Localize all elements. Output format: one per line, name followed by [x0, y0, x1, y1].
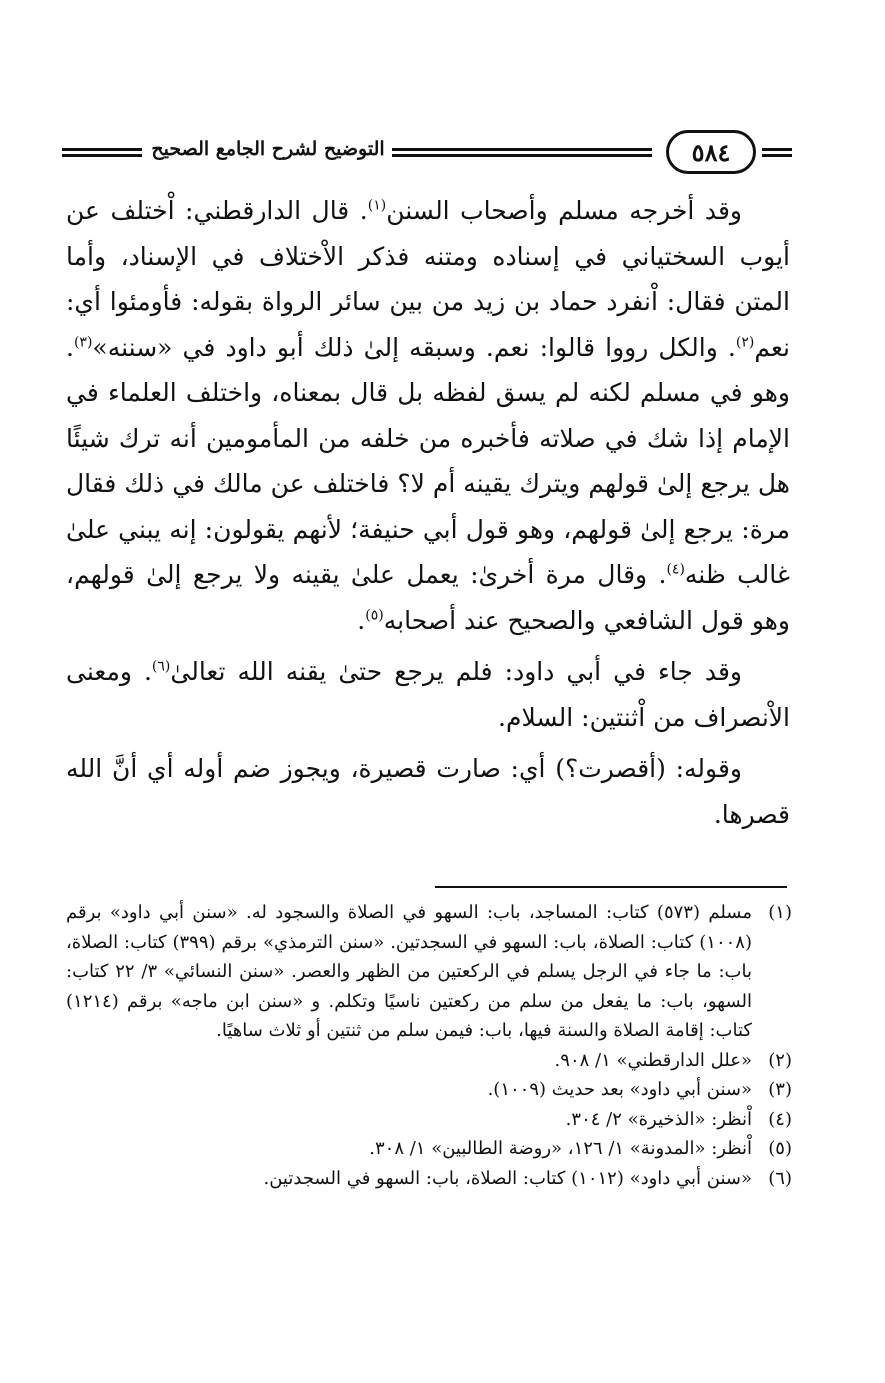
- footnote: [66, 1046, 792, 1076]
- footnote-number: (٦): [768, 1167, 792, 1189]
- footnote-number: (٤): [768, 1108, 792, 1130]
- text-segment: . والكل رووا قالوا: نعم. وسبقه إلىٰ ذلك أبو داود في «سننه»: [92, 332, 736, 362]
- footnote: [66, 898, 792, 1046]
- footnote: [66, 1134, 792, 1164]
- header-double-rule-left: [62, 148, 142, 157]
- paragraph: [66, 188, 790, 643]
- header-double-rule-right: [762, 148, 792, 157]
- paragraph: [66, 746, 790, 837]
- text-segment: . وقال مرة أخرىٰ: يعمل علىٰ يقينه ولا يرجع إلىٰ قولهم، وهو قول الشافعي والصحيح عند أصحابه: [66, 560, 790, 635]
- footnote-text: «سنن أبي داود» بعد حديث (١٠٠٩).: [487, 1079, 752, 1100]
- footnote-ref: (٦): [151, 658, 171, 675]
- running-header: [62, 126, 792, 184]
- header-double-rule-middle: [392, 148, 652, 157]
- footnote-ref: (٣): [73, 334, 93, 351]
- text-segment: . وهو في مسلم لكنه لم يسق لفظه بل قال بمعناه، واختلف العلماء في الإمام إذا شك في صلاته فأخبره من خلفه من المأمومين أنه ترك شيئًا هل يرجع إلىٰ قولهم ويترك يقينه أم لا؟ فاختلف عن مالك في ذلك فقال مرة: يرجع إلىٰ قولهم، وهو قول أبي حنيفة؛ لأنهم يقولون: إنه يبني علىٰ غالب ظنه: [66, 332, 790, 589]
- text-segment: وقد جاء في أبي داود: فلم يرجع حتىٰ يقنه الله تعالىٰ: [170, 657, 742, 686]
- footnote-number: (٣): [768, 1079, 792, 1100]
- footnote-ref: (٥): [365, 607, 384, 624]
- footnote-text: اْنظر: «الذخيرة» ٢/ ٣٠٤.: [565, 1108, 752, 1130]
- footnote-separator: [435, 886, 787, 888]
- text-segment: .: [357, 605, 366, 635]
- footnote-number: (٥): [768, 1138, 792, 1159]
- footnote-text: «سنن أبي داود» (١٠١٢) كتاب: الصلاة، باب: السهو في السجدتين.: [263, 1167, 752, 1189]
- footnote-text: اْنظر: «المدونة» ١/ ١٢٦، «روضة الطالبين» ١/ ٣٠٨.: [369, 1138, 752, 1159]
- footnote-ref: (٤): [666, 561, 685, 578]
- footnote-text: «علل الدارقطني» ١/ ٩٠٨.: [554, 1049, 752, 1071]
- footnote-number: (٢): [768, 1049, 792, 1071]
- footnote: [66, 1164, 792, 1194]
- footnote-number: (١): [768, 902, 792, 923]
- paragraph: [66, 649, 790, 740]
- footnote-ref: (٢): [735, 334, 755, 351]
- text-segment: . ومعنى الاْنصراف من اْثنتين: السلام.: [66, 657, 790, 732]
- text-segment: وقوله: (أقصرت؟) أي: صارت قصيرة، ويجوز ضم أوله أي أنَّ الله قصرها.: [66, 754, 790, 829]
- main-text: [66, 188, 790, 843]
- footnote: [66, 1105, 792, 1135]
- text-segment: وقد أخرجه مسلم وأصحاب السنن: [386, 196, 742, 225]
- text-segment: . قال الدارقطني: اْختلف عن أيوب السختياني في إسناده ومتنه فذكر الاْختلاف في الإسناد، وأما المتن فقال: اْنفرد حماد بن زيد من بين سائر الرواة بقوله: فأومئوا أي: نعم: [66, 196, 790, 362]
- footnote: [66, 1075, 792, 1105]
- footnotes: [66, 898, 792, 1193]
- footnote-ref: (١): [367, 197, 387, 214]
- header-title: التوضيح لشرح الجامع الصحيح: [151, 138, 385, 160]
- footnote-text: مسلم (٥٧٣) كتاب: المساجد، باب: السهو في الصلاة والسجود له. «سنن أبي داود» برقم (١٠٠٨) كتاب: الصلاة، باب: السهو في السجدتين. «سنن الترمذي» برقم (٣٩٩) كتاب: الصلاة، باب: ما جاء في الرجل يسلم في الركعتين من الظهر والعصر. «سنن النسائي» ٣/ ٢٢ كتاب: السهو، باب: ما يفعل من سلم من ركعتين ناسيًا وتكلم. و «سنن ابن ماجه» برقم (١٢١٤) كتاب: إقامة الصلاة والسنة فيها، باب: فيمن سلم من ثنتين أو ثلاث ساهيًا.: [66, 902, 752, 1041]
- page-number: ٥٨٤: [666, 130, 756, 174]
